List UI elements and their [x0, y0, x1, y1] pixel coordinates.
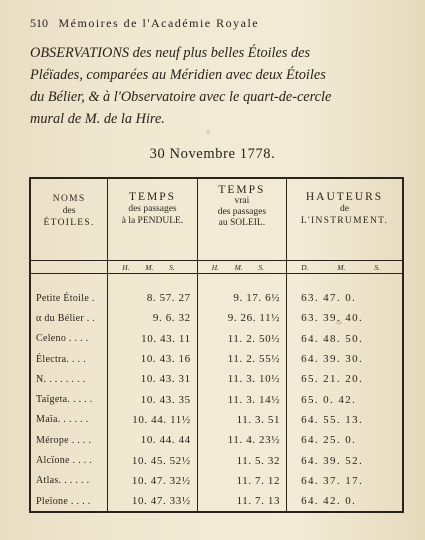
- instrument-height: 64. 42. 0.: [301, 495, 357, 508]
- pendule-time: 9. 6. 32: [108, 308, 197, 328]
- table-row: [30, 430, 403, 450]
- table-row: [30, 369, 403, 389]
- paper-stain: [206, 130, 210, 134]
- soleil-time: 11. 7. 13: [197, 491, 286, 512]
- pendule-time: 10. 43. 35: [108, 389, 197, 409]
- star-name: α du Bélier . .: [30, 308, 108, 328]
- table-row: [30, 450, 403, 470]
- header-names: NOMS des ÉTOILES.: [30, 178, 108, 261]
- unit-cell-hauteur: D. M. S.: [287, 261, 403, 274]
- unit-cell-soleil: H. M. S.: [197, 261, 286, 274]
- pendule-time: 10. 43. 11: [108, 329, 197, 349]
- table-caption: [30, 42, 414, 130]
- soleil-time: 11. 7. 12: [197, 471, 286, 491]
- star-name: Pleïone . . . .: [30, 491, 108, 512]
- instrument-height: 64. 25. 0.: [301, 434, 357, 447]
- instrument-height: 64. 37. 17.: [301, 474, 364, 487]
- header-pendule: TEMPS des passages à la PENDULE.: [108, 178, 197, 261]
- observations-table: [29, 177, 404, 513]
- star-name: N. . . . . . . .: [30, 369, 108, 389]
- star-name: Petite Étoile .: [30, 274, 108, 309]
- soleil-time: 11. 3. 10½: [197, 369, 286, 389]
- table-row: [30, 329, 403, 349]
- table-row: [30, 349, 403, 369]
- pendule-time: 10. 45. 52½: [108, 450, 197, 470]
- star-name: Taïgeta. . . . .: [30, 389, 108, 409]
- header-soleil: TEMPS vrai des passages au SOLEIL.: [197, 178, 286, 261]
- unit-cell-pendule: H. M. S.: [108, 261, 197, 274]
- caption-line: mural de M. de la Hire.: [30, 111, 165, 127]
- table-row: [30, 491, 403, 512]
- soleil-time: 9. 17. 6½: [197, 274, 286, 309]
- soleil-time: 11. 2. 55½: [197, 349, 286, 369]
- caption-line: OBSERVATIONS des neuf plus belles Étoiles des: [30, 45, 311, 61]
- instrument-height: 64. 39. 30.: [301, 353, 364, 366]
- instrument-height: 64. 39. 52.: [301, 454, 364, 467]
- pendule-time: 10. 47. 33½: [108, 491, 197, 512]
- instrument-height: 63. 47. 0.: [301, 292, 357, 305]
- pendule-time: 10. 44. 11½: [108, 410, 197, 430]
- pendule-time: 10. 43. 16: [108, 349, 197, 369]
- table-row: [30, 274, 403, 309]
- instrument-height: 65. 21. 20.: [301, 373, 364, 386]
- pendule-time: 10. 43. 31: [108, 369, 197, 389]
- table-row: [30, 471, 403, 491]
- instrument-height: 64. 48. 50.: [301, 332, 364, 345]
- table-row: [30, 308, 403, 328]
- instrument-height: 64. 55. 13.: [301, 413, 364, 426]
- soleil-time: 11. 3. 14½: [197, 389, 286, 409]
- caption-line: Pléïades, comparées au Méridien avec deux Étoiles: [30, 67, 326, 83]
- star-name: Atlas. . . . . .: [30, 471, 108, 491]
- star-name: Alcïone . . . .: [30, 450, 108, 470]
- star-name: Celeno . . . .: [30, 329, 108, 349]
- table-row: [30, 410, 403, 430]
- caption-line: du Bélier, & à l'Observatoire avec le quart-de-cercle: [30, 89, 332, 105]
- soleil-time: 11. 5. 32: [197, 450, 286, 470]
- pendule-time: 8. 57. 27: [108, 274, 197, 309]
- pendule-time: 10. 44. 44: [108, 430, 197, 450]
- running-title: Mémoires de l'Académie Royale: [58, 16, 260, 30]
- pendule-time: 10. 47. 32½: [108, 471, 197, 491]
- observation-date: 30 Novembre 1778.: [149, 146, 276, 162]
- soleil-time: 11. 2. 50½: [197, 329, 286, 349]
- unit-cell-empty: [30, 261, 108, 274]
- star-name: Maïa. . . . . .: [30, 410, 108, 430]
- table-row: [30, 389, 403, 409]
- star-name: Mérope . . . .: [30, 430, 108, 450]
- page-number: 510: [30, 16, 48, 30]
- instrument-height: 63. 39. 40.: [301, 312, 364, 325]
- header-hauteurs: HAUTEURS de L'INSTRUMENT.: [287, 178, 403, 261]
- running-head: [30, 16, 410, 31]
- soleil-time: 11. 4. 23½: [197, 430, 286, 450]
- star-name: Électra. . . .: [30, 349, 108, 369]
- soleil-time: 9. 26. 11½: [197, 308, 286, 328]
- soleil-time: 11. 3. 51: [197, 410, 286, 430]
- instrument-height: 65. 0. 42.: [301, 393, 357, 406]
